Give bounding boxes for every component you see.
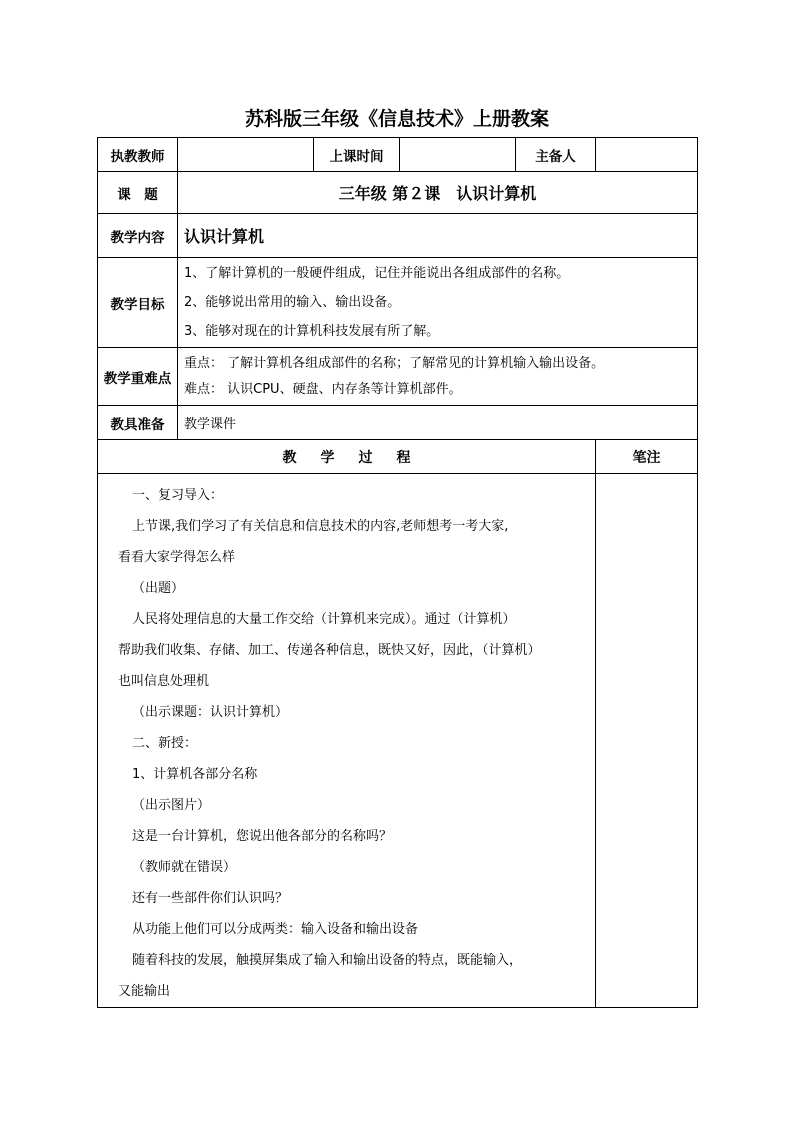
process-header-row xyxy=(98,440,698,474)
teacher-value xyxy=(178,138,314,172)
process-line: （教师就在错误） xyxy=(132,860,237,875)
content-value: 认识计算机 xyxy=(178,214,698,258)
process-line: 1、计算机各部分名称 xyxy=(132,767,258,782)
objectives-row xyxy=(98,258,698,348)
teacher-label: 执教教师 xyxy=(98,138,178,172)
process-line: 人民将处理信息的大量工作交给（计算机来完成）。通过（计算机） xyxy=(132,612,516,627)
process-line: 这是一台计算机，您说出他各部分的名称吗？ xyxy=(132,829,393,844)
process-line: （出题） xyxy=(132,581,185,596)
process-line: 看看大家学得怎么样 xyxy=(118,550,236,565)
key-points-list xyxy=(178,348,698,406)
process-line: （出示课题：认识计算机） xyxy=(132,705,289,720)
topic-label: 课 题 xyxy=(98,172,178,214)
process-body-row xyxy=(98,474,698,1008)
preparer-label: 主备人 xyxy=(516,138,596,172)
notes-header: 笔注 xyxy=(596,440,698,474)
content-label: 教学内容 xyxy=(98,214,178,258)
objectives-list xyxy=(178,258,698,348)
header-row xyxy=(98,138,698,172)
content-row xyxy=(98,214,698,258)
topic-row xyxy=(98,172,698,214)
lesson-plan-table xyxy=(97,137,698,1008)
process-line: 随着科技的发展，触摸屏集成了输入和输出设备的特点，既能输入， xyxy=(132,953,523,968)
process-content xyxy=(98,474,596,1008)
process-line: 上节课,我们学习了有关信息和信息技术的内容,老师想考一考大家, xyxy=(132,519,509,534)
notes-column xyxy=(596,474,698,1008)
materials-label: 教具准备 xyxy=(98,406,178,440)
process-line: 帮助我们收集、存储、加工、传递各种信息，既快又好，因此，（计算机） xyxy=(118,643,541,658)
class-time-label: 上课时间 xyxy=(314,138,400,172)
topic-value: 三年级 第２课 认识计算机 xyxy=(178,172,698,214)
key-point-item: 难点： 认识CPU、硬盘、内存条等计算机部件。 xyxy=(184,381,462,397)
key-point-item: 重点： 了解计算机各组成部件的名称；了解常见的计算机输入输出设备。 xyxy=(184,355,605,371)
process-line: 又能输出 xyxy=(118,984,171,999)
process-line: 还有一些部件你们认识吗？ xyxy=(132,891,289,906)
preparer-value xyxy=(596,138,698,172)
class-time-value xyxy=(400,138,516,172)
objective-item: 1、了解计算机的一般硬件组成，记住并能说出各组成部件的名称。 xyxy=(184,266,570,281)
process-line: 也叫信息处理机 xyxy=(118,674,210,689)
process-line: （出示图片） xyxy=(132,798,211,813)
key-points-row xyxy=(98,348,698,406)
objectives-label: 教学目标 xyxy=(98,258,178,348)
materials-row xyxy=(98,406,698,440)
materials-value: 教学课件 xyxy=(178,406,698,440)
page-title: 苏科版三年级《信息技术》上册教案 xyxy=(244,108,549,130)
process-header: 教学过程 xyxy=(98,440,596,474)
process-line: 一、复习导入： xyxy=(132,488,224,503)
process-line: 二、新授： xyxy=(132,736,198,751)
process-line: 从功能上他们可以分成两类：输入设备和输出设备 xyxy=(132,922,419,937)
key-points-label: 教学重难点 xyxy=(98,348,178,406)
objective-item: 3、能够对现在的计算机科技发展有所了解。 xyxy=(184,324,440,339)
objective-item: 2、能够说出常用的输入、输出设备。 xyxy=(184,295,401,310)
